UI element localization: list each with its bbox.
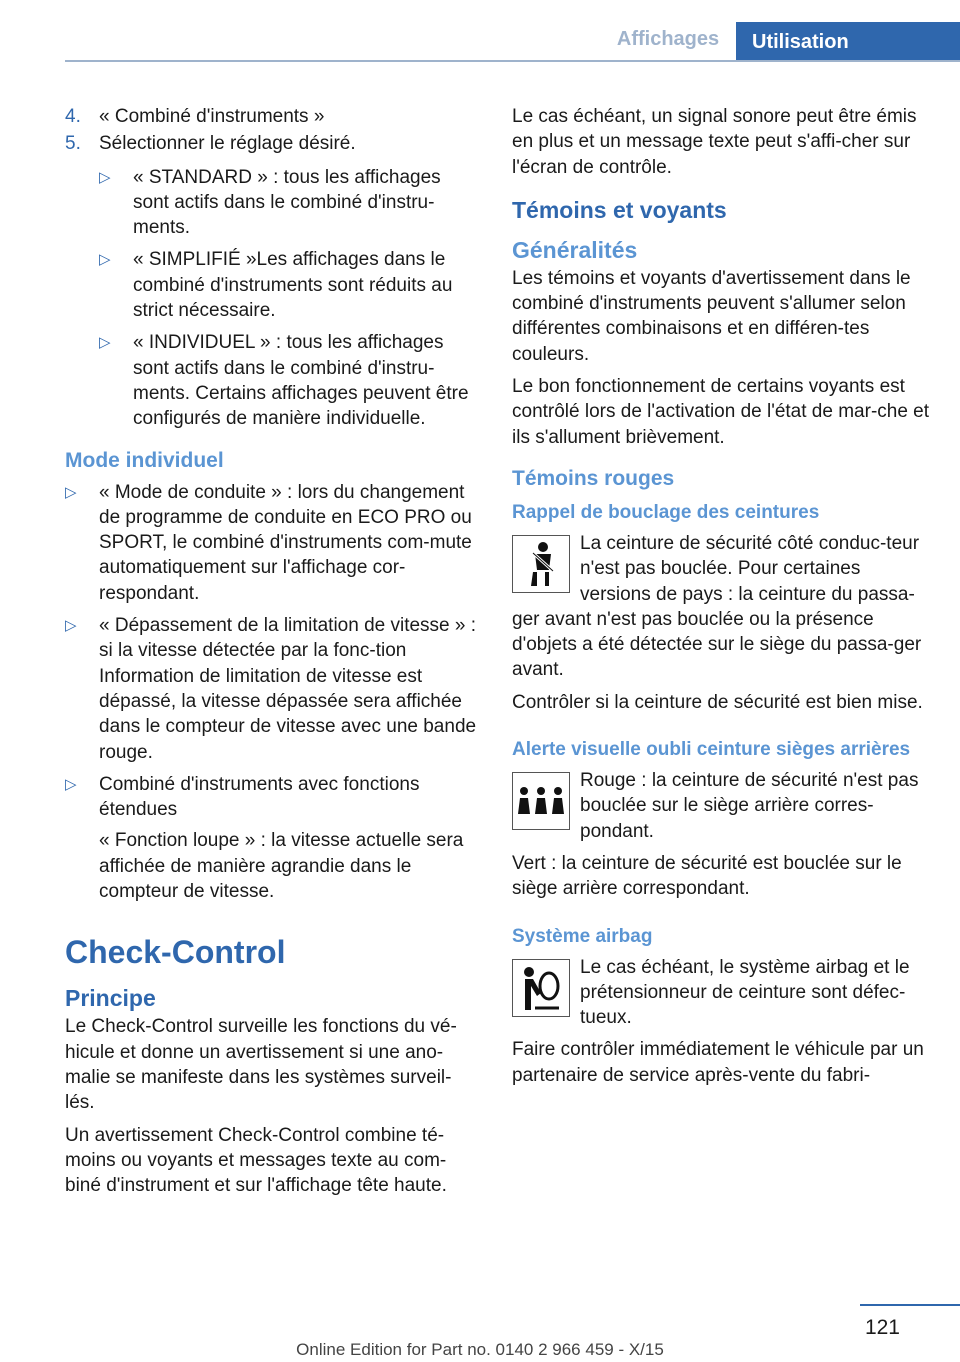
step-text: « Combiné d'instruments » (99, 106, 325, 127)
section-heading-temoins-rouges: Témoins rouges (512, 466, 675, 490)
principe-paragraph-2: Un avertissement Check-Control combine té-moins ou voyants et messages texte au com-biné d'instrument et sur l'affichage tête haute. (65, 1124, 447, 1197)
mode-bullet (65, 613, 480, 765)
alerte-paragraph-1: Rouge : la ceinture de sécurité n'est pas bouclée sur le siège arrière corres-pondant. (580, 770, 919, 842)
footer-divider (860, 1304, 960, 1306)
mode-bullet (65, 772, 480, 823)
sub-bullet-text: « SIMPLIFIÉ »Les affichages dans le combiné d'instruments sont réduits au strict nécessaire. (133, 249, 453, 322)
tab-affichages[interactable]: Affichages (616, 28, 720, 50)
rappel-block (512, 531, 932, 683)
intro-paragraph: Le cas échéant, un signal sonore peut être émis en plus et un message texte peut s'affi-cher sur l'écran de contrôle. (512, 106, 917, 178)
subsection-heading-rappel: Rappel de bouclage des ceintures (512, 501, 820, 523)
sub-bullet (99, 165, 480, 241)
airbag-icon (512, 959, 570, 1017)
tab-utilisation[interactable]: Utilisation (736, 22, 960, 62)
mode-bullet-text: « Mode de conduite » : lors du changement de programme de conduite en ECO PRO ou SPORT, le combiné d'instruments com-mute automatiquement sur l'affichage cor-respondant. (99, 481, 472, 604)
sub-bullet (99, 330, 480, 431)
mode-bullet-extra: « Fonction loupe » : la vitesse actuelle sera affichée de manière agrandie dans le compteur de vitesse. (99, 830, 464, 903)
subsection-heading-alerte: Alerte visuelle oubli ceinture sièges arrières (512, 739, 911, 761)
step-number: 4. (65, 106, 81, 127)
step-number: 5. (65, 133, 81, 155)
section-heading-generalites: Généralités (512, 236, 638, 263)
mode-bullet-text: Combiné d'instruments avec fonctions étendues (99, 773, 420, 821)
airbag-block (512, 955, 932, 1031)
sub-bullet-text: « INDIVIDUEL » : tous les affichages sont actifs dans le combiné d'instru-ments. Certains affichages peuvent être configurés de manière individuelle. (133, 332, 469, 430)
mode-bullet-text: « Dépassement de la limitation de vitesse » : si la vitesse détectée par la fonc-tion Information de limitation de vitesse est dépassé, la vitesse dépassée sera affichée dans le compteur de vitesse avec une bande rouge. (99, 615, 477, 763)
sub-bullet-text: « STANDARD » : tous les affichages sont actifs dans le combiné d'instru-ments. (133, 166, 441, 239)
rear-seats-icon (512, 772, 570, 830)
generalites-paragraph-2: Le bon fonctionnement de certains voyants est contrôlé lors de l'activation de l'état de mar-che et ils s'allument brièvement. (512, 376, 930, 448)
rappel-paragraph-1: La ceinture de sécurité côté conduc-teur n'est pas bouclée. Pour certaines versions de pays : la ceinture du passa-ger avant n'est pas bouclée ou la présence d'objets a été détectée sur le siège du passa-ger avant. (512, 532, 922, 681)
page-number: 121 (864, 1316, 900, 1339)
page-header (0, 0, 960, 62)
section-heading-mode-individuel: Mode individuel (65, 448, 224, 472)
sub-bullet (99, 247, 480, 323)
alerte-block (512, 768, 932, 844)
airbag-paragraph-2: Faire contrôler immédiatement le véhicule par un partenaire de service après-vente du fabri- (512, 1039, 924, 1086)
principe-paragraph-1: Le Check-Control surveille les fonctions du vé-hicule et donne un avertissement si une ano-malie se manifeste dans les systèmes surveil-lés. (65, 1016, 457, 1114)
airbag-paragraph-1: Le cas échéant, le système airbag et le prétensionneur de ceinture sont défec-tueux. (580, 956, 910, 1029)
seatbelt-icon (512, 535, 570, 593)
left-column (65, 104, 480, 1205)
subsection-heading-airbag: Système airbag (512, 925, 653, 947)
triangle-bullet-icon: ▷ (65, 483, 77, 501)
mode-bullet (65, 480, 480, 606)
section-heading-temoins: Témoins et voyants (512, 196, 727, 223)
triangle-bullet-icon: ▷ (99, 251, 111, 269)
triangle-bullet-icon: ▷ (65, 775, 77, 793)
footer-edition: Online Edition for Part no. 0140 2 966 459 - X/15 (296, 1340, 664, 1359)
generalites-paragraph-1: Les témoins et voyants d'avertissement dans le combiné d'instruments peuvent s'allumer selon différentes combinaisons et en différen-tes couleurs. (512, 267, 911, 365)
right-column (512, 104, 932, 1095)
step-text: Sélectionner le réglage désiré. (99, 133, 356, 155)
numbered-step (65, 104, 480, 129)
triangle-bullet-icon: ▷ (99, 334, 111, 352)
alerte-paragraph-2: Vert : la ceinture de sécurité est bouclée sur le siège arrière correspondant. (512, 852, 902, 900)
chapter-heading-check-control: Check-Control (65, 934, 286, 971)
numbered-step (65, 131, 480, 156)
rappel-paragraph-2: Contrôler si la ceinture de sécurité est bien mise. (512, 691, 923, 713)
triangle-bullet-icon: ▷ (65, 617, 77, 635)
triangle-bullet-icon: ▷ (99, 168, 111, 186)
section-heading-principe: Principe (65, 985, 156, 1012)
header-divider (65, 60, 960, 62)
